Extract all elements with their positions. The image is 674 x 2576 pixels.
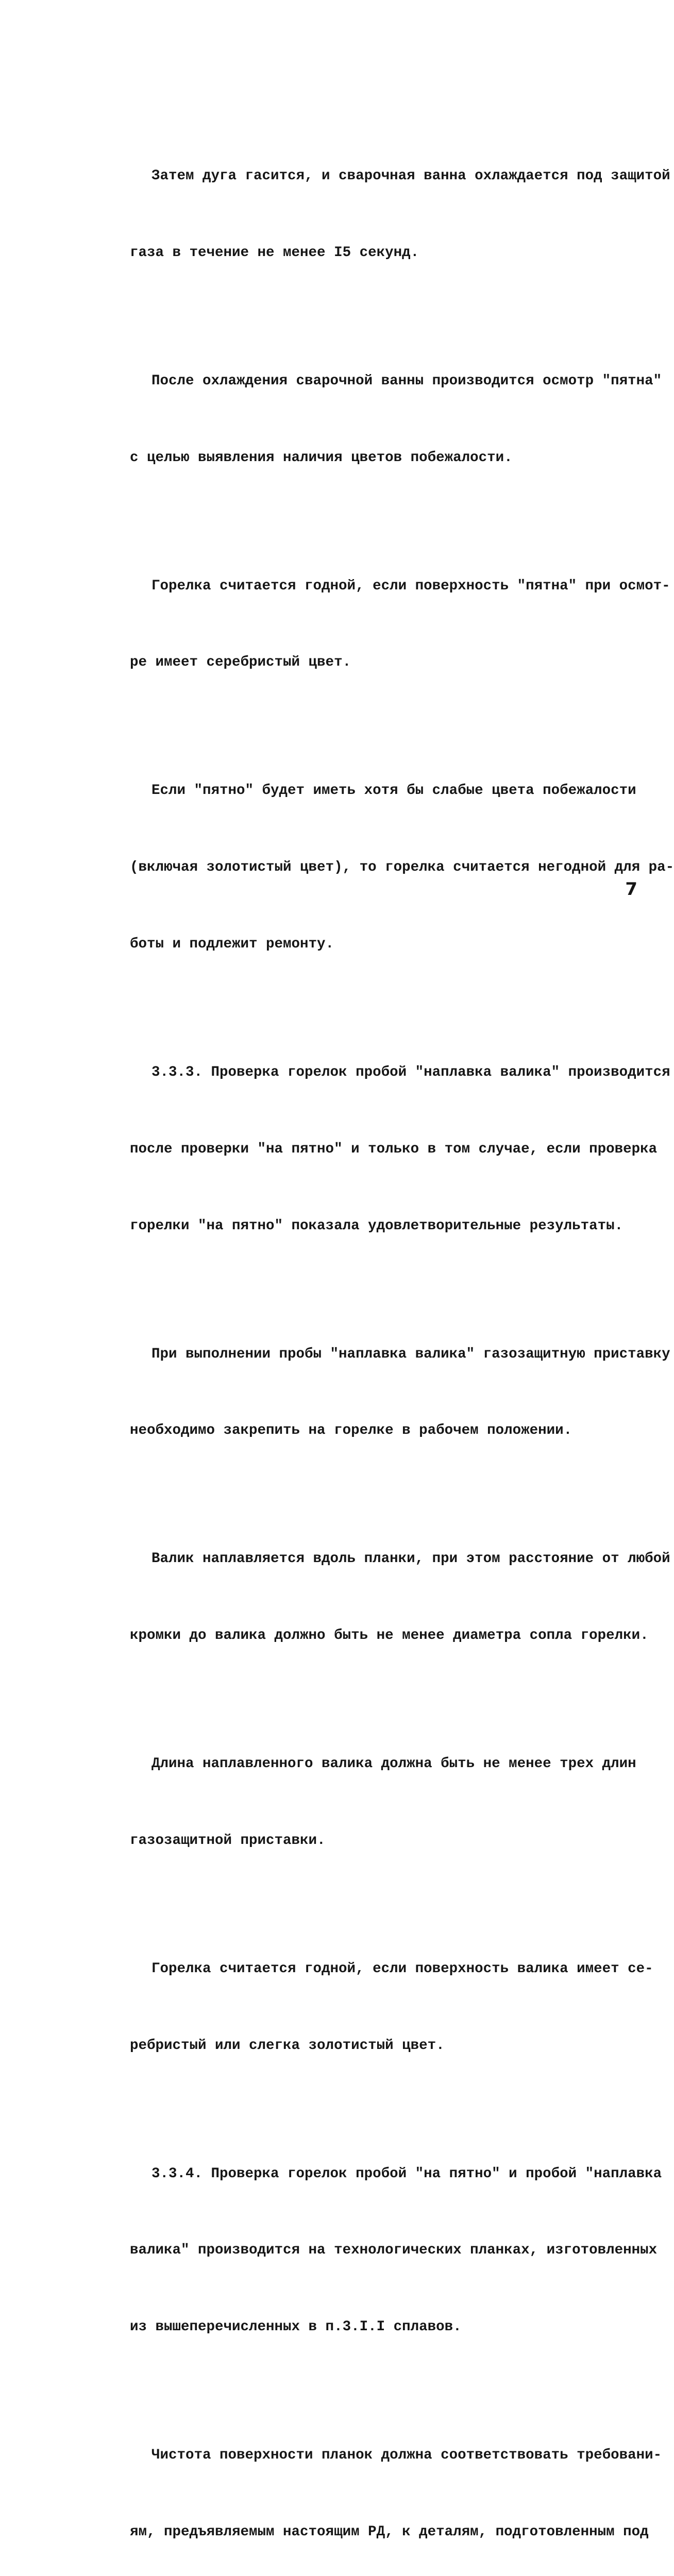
text-line: с целью выявления наличия цветов побежалости. bbox=[130, 449, 513, 466]
text-line: При выполнении пробы "наплавка валика" газозащитную приставку bbox=[151, 1346, 670, 1362]
text-line: Если "пятно" будет иметь хотя бы слабые цвета побежалости bbox=[151, 783, 636, 799]
paragraph bbox=[130, 1009, 670, 1290]
text-line: ребристый или слегка золотистый цвет. bbox=[130, 2037, 445, 2054]
text-line: Затем дуга гасится, и сварочная ванна охлаждается под защитой bbox=[151, 168, 670, 184]
text-line: после проверки "на пятно" и только в том случае, если проверка bbox=[130, 1141, 658, 1157]
text-line: ям, предъявляемым настоящим РД, к деталям, подготовленным под bbox=[130, 2523, 649, 2540]
text-line: газозащитной приставки. bbox=[130, 1832, 326, 1849]
text-line: После охлаждения сварочной ванны производится осмотр "пятна" bbox=[151, 372, 662, 389]
text-line: ре имеет серебристый цвет. bbox=[130, 654, 351, 671]
text-line: 3.3.4. Проверка горелок пробой "на пятно" и пробой "наплавка bbox=[151, 2165, 662, 2182]
paragraph bbox=[130, 727, 674, 1008]
body-text bbox=[130, 112, 674, 2576]
paragraph bbox=[130, 317, 662, 522]
text-line: Горелка считается годной, если поверхность "пятна" при осмот- bbox=[151, 578, 670, 594]
paragraph bbox=[130, 1905, 653, 2110]
paragraph bbox=[130, 1290, 670, 1495]
page-number: 7 bbox=[625, 879, 637, 900]
text-line: кромки до валика должно быть не менее диаметра сопла горелки. bbox=[130, 1628, 649, 1644]
text-line: 3.3.3. Проверка горелок пробой "наплавка валика" производится bbox=[151, 1064, 670, 1080]
paragraph bbox=[130, 1495, 670, 1700]
text-line: боты и подлежит ремонту. bbox=[130, 936, 334, 952]
text-line: (включая золотистый цвет), то горелка считается негодной для ра- bbox=[130, 859, 674, 876]
text-line: газа в течение не менее I5 секунд. bbox=[130, 244, 419, 261]
paragraph bbox=[130, 522, 670, 727]
paragraph bbox=[130, 112, 670, 317]
text-line: необходимо закрепить на горелке в рабочем положении. bbox=[130, 1422, 572, 1439]
text-line: Валик наплавляется вдоль планки, при этом расстояние от любой bbox=[151, 1551, 670, 1567]
text-line: Чистота поверхности планок должна соответствовать требовани- bbox=[151, 2447, 662, 2464]
text-line: Длина наплавленного валика должна быть не менее трех длин bbox=[151, 1756, 636, 1772]
text-line: валика" производится на технологических планках, изготовленных bbox=[130, 2242, 658, 2259]
paragraph bbox=[130, 1700, 640, 1905]
paragraph bbox=[130, 2392, 662, 2576]
paragraph bbox=[130, 2110, 662, 2391]
text-line: из вышеперечисленных в п.3.I.I сплавов. bbox=[130, 2319, 462, 2335]
text-line: горелки "на пятно" показала удовлетворительные результаты. bbox=[130, 1217, 624, 1234]
text-line: Горелка считается годной, если поверхность валика имеет се- bbox=[151, 1960, 653, 1977]
